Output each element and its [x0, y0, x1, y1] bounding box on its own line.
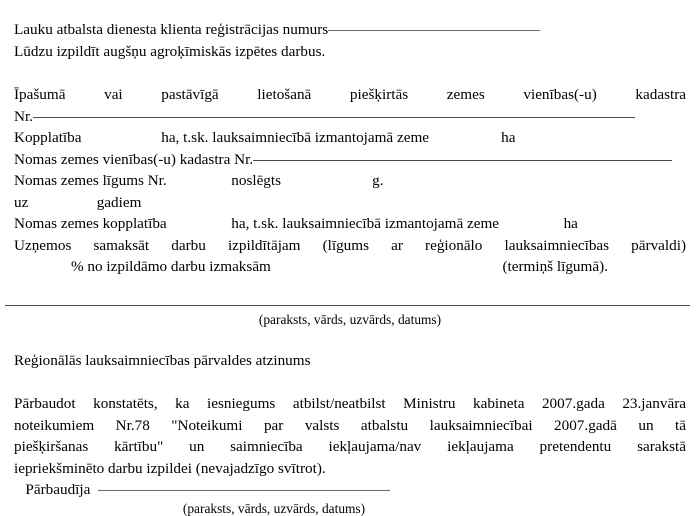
total-area-label: Kopplatība: [14, 129, 82, 146]
client-registration-row: [14, 19, 686, 41]
lease-contract-label: Nomas zemes līgums Nr.: [14, 172, 167, 189]
lease-years-row: [14, 192, 686, 214]
lease-contract-nr-blank[interactable]: [167, 172, 228, 189]
regional-section-heading: Reģionālās lauksaimniecības pārvaldes atzinums: [14, 351, 311, 369]
lease-contract-date-blank[interactable]: [285, 172, 369, 189]
total-area-value-blank[interactable]: [81, 129, 157, 146]
lease-contract-extra-blank[interactable]: [387, 172, 546, 189]
lease-cadastre-row: [14, 149, 686, 171]
lease-agri-area-blank[interactable]: [503, 215, 564, 232]
payment-percent-text: % no izpildāmo darbu izmaksām: [67, 258, 275, 275]
agri-area-value-blank[interactable]: [433, 129, 501, 146]
payment-percent-blank[interactable]: [14, 258, 67, 275]
property-cadastre-paragraph: Īpašumā vai pastāvīgā lietošanā piešķirtās zemes vienības(-u) kadastra: [14, 86, 686, 103]
lease-cadastre-label: Nomas zemes vienības(-u) kadastra Nr.: [14, 150, 254, 168]
spacer-after-signature: [14, 328, 686, 350]
lease-total-area-row: [14, 213, 686, 235]
total-area-middle-text: ha, t.sk. lauksaimniecībā izmantojamā zeme: [157, 129, 433, 146]
lease-total-area-blank[interactable]: [167, 215, 228, 232]
spacer-after-heading: [14, 371, 686, 393]
verification-paragraph-line-1: Pārbaudot konstatēts, ka iesniegums atbilst/neatbilst Ministru kabineta 2007.gada 23.janvāra: [14, 395, 686, 412]
verification-paragraph-line-3: piešķiršanas kārtību" un saimniecība iekļaujama/nav iekļaujama pretendentu sarakstā: [14, 438, 686, 455]
lease-total-area-unit: ha: [563, 215, 578, 232]
payment-term-blank[interactable]: [275, 258, 503, 275]
lease-years-suffix: gadiem: [92, 193, 142, 211]
lease-contract-concluded-text: noslēgts: [227, 172, 285, 189]
client-registration-label: Lauku atbalsta dienesta klienta reģistrācijas numurs: [14, 21, 329, 38]
verifier-signature-line[interactable]: [98, 490, 390, 491]
payment-percent-row: [14, 256, 686, 278]
lease-total-area-middle-text: ha, t.sk. lauksaimniecībā izmantojamā zeme: [227, 215, 503, 232]
verification-paragraph-line-2: noteikumiem Nr.78 "Noteikumi par valsts atbalstu lauksaimniecībai 2007.gadā un tā: [14, 416, 686, 434]
request-statement-line: Lūdzu izpildīt augšņu agroķīmiskās izpētes darbus.: [14, 42, 326, 60]
lease-years-label: uz: [14, 193, 33, 211]
verifier-label: Pārbaudīja: [25, 481, 91, 498]
lease-contract-row: [14, 170, 686, 192]
client-registration-input-line[interactable]: [328, 30, 540, 31]
signature-divider-rule: [5, 305, 690, 306]
verifier-signature-row: [14, 479, 686, 501]
payment-commitment-paragraph: Uzņemos samaksāt darbu izpildītājam (līgums ar reģionālo lauksaimniecības pārvaldi): [14, 236, 686, 254]
lease-total-area-label: Nomas zemes kopplatība: [14, 215, 167, 232]
cadastre-nr-row: [14, 106, 686, 128]
verifier-signature-caption: (paraksts, vārds, uzvārds, datums): [182, 500, 366, 516]
cadastre-nr-label: Nr.: [14, 107, 33, 125]
payment-term-suffix: (termiņš līgumā).: [502, 258, 608, 275]
lease-contract-year-text: g.: [368, 172, 388, 189]
total-area-unit: ha: [501, 129, 516, 146]
verification-paragraph-line-4: iepriekšminēto darbu izpildei (nevajadzīgo svītrot).: [14, 459, 326, 477]
verifier-signature-block: [14, 479, 686, 516]
cadastre-nr-input-line[interactable]: [33, 117, 635, 118]
lease-cadastre-input-line[interactable]: [253, 160, 672, 161]
applicant-signature-caption: (paraksts, vārds, uzvārds, datums): [258, 311, 442, 327]
lease-years-blank[interactable]: [32, 194, 93, 211]
spacer-after-intro: [14, 62, 686, 84]
total-area-row: [14, 127, 686, 149]
